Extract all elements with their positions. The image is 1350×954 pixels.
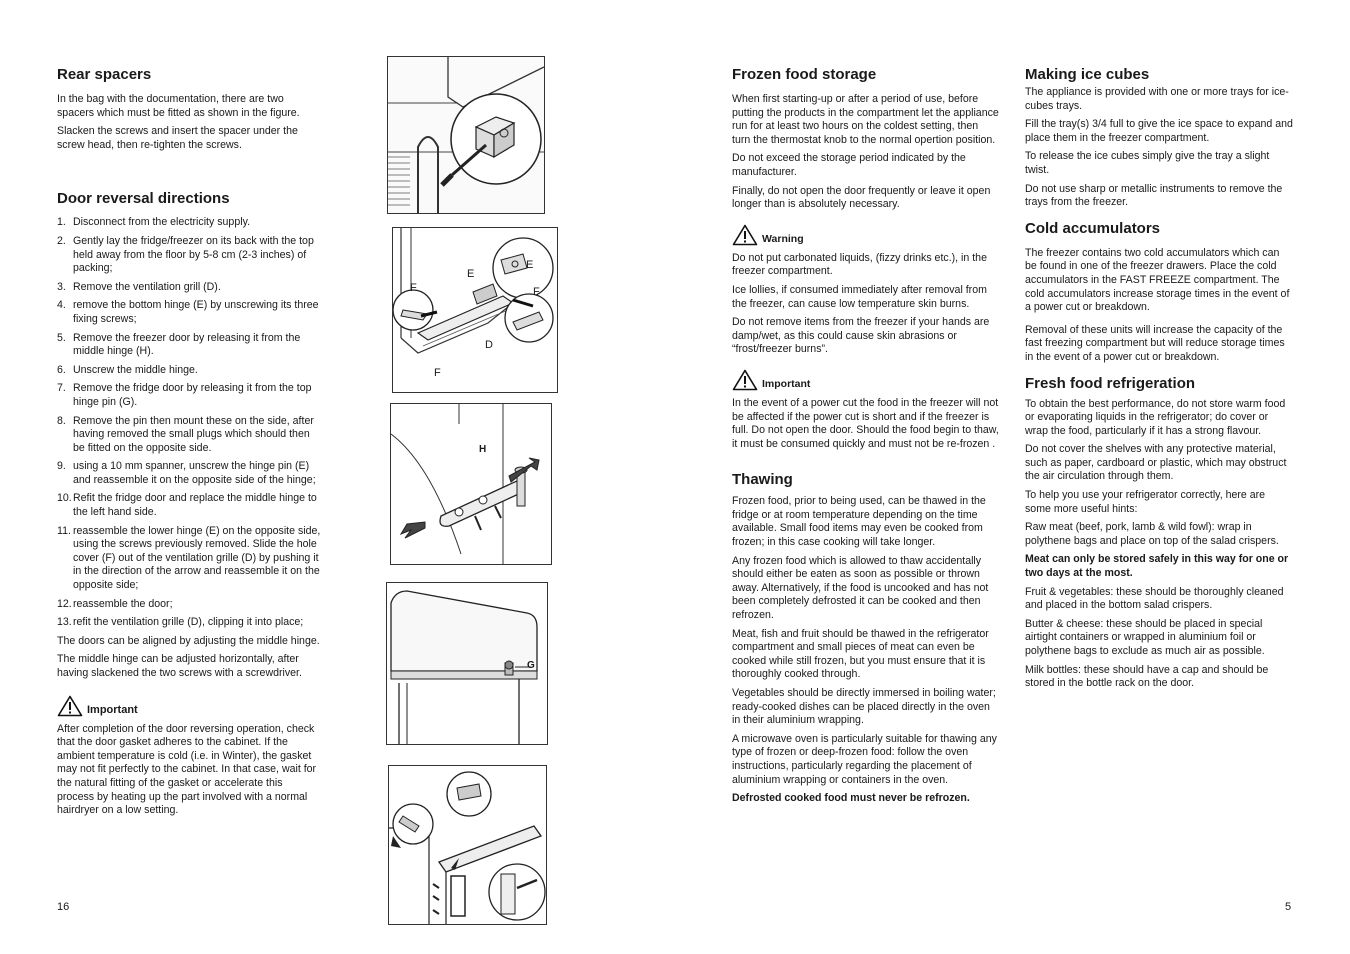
step-item: 6. Unscrew the middle hinge. [57,363,198,376]
right-text-column-2 [1025,66,1293,696]
cold-accumulators-heading: Cold accumulators [1025,219,1161,237]
fresh-food-text-2: Do not cover the shelves with any protective material, such as paper, cardboard or plastic, which may obstruct the air circulation through them. [1025,443,1287,483]
label-f: F [533,286,540,298]
warning-callout [732,224,999,246]
right-text-column-1 [732,66,999,811]
ice-cubes-section [1025,66,1293,210]
warning-section [732,224,999,357]
step-item: 1. Disconnect from the electricity supply. [57,216,251,229]
frozen-storage-text-3: Finally, do not open the door frequently or leave it open longer than is absolutely necessary. [732,184,991,211]
door-reversal-heading: Door reversal directions [57,190,230,208]
cold-accumulators-section [1025,220,1293,365]
fresh-food-section [1025,375,1293,691]
step-item: 5. Remove the freezer door by releasing it from the middle hinge (H). [57,331,301,358]
cold-accumulators-text-1: The freezer contains two cold accumulators which can be found in one of the freezer drawers. Place the cold accumulators in the FAST FREEZE compartment. The cold accumulators increase storage times in the event of a power cut or breakdown. [1025,246,1290,314]
right-important-section [732,369,999,451]
bottom-hinge-figure [392,227,558,393]
fresh-food-text-7: Butter & cheese: these should be placed in special airtight containers or wrapped in aluminium foil or polythene bags to exclude as much air as possible. [1025,617,1265,657]
frozen-storage-section [732,66,999,212]
thawing-warning-text: Defrosted cooked food must never be refrozen. [732,792,970,805]
fresh-food-text-6: Fruit & vegetables: these should be thoroughly cleaned and placed in the bottom salad crispers. [1025,585,1284,612]
step-item: 12. reassemble the door; [57,597,173,610]
warning-triangle-icon [57,695,83,717]
label-d: D [485,339,493,351]
middle-hinge-text: The middle hinge can be adjusted horizontally, after having slackened the two screws with a screwdriver. [57,653,302,679]
step-item: 10. Refit the fridge door and replace the middle hinge to the left hand side. [57,492,317,519]
rear-spacers-text-2: Slacken the screws and insert the spacer under the screw head, then re-tighten the screws. [57,125,298,151]
warning-label: Warning [762,232,804,245]
step-item: 3. Remove the ventilation grill (D). [57,280,221,293]
fresh-food-heading: Fresh food refrigeration [1025,374,1196,392]
right-important-text: In the event of a power cut the food in the freezer will not be affected if the power cut is short and if the freezer is full. Do not open the door. Should the food begin to thaw, it must be consumed quickly and must not be re-frozen . [732,396,999,450]
warning-text-3: Do not remove items from the freezer if your hands are damp/wet, as this could cause skin abrasions or “frost/freezer burns”. [732,316,990,356]
frozen-storage-text-2: Do not exceed the storage period indicated by the manufacturer. [732,152,966,178]
rear-spacers-text-1: In the bag with the documentation, there are two spacers which must be fitted as shown in the figure. [57,93,300,119]
door-align-text: The doors can be aligned by adjusting the middle hinge. [57,634,320,647]
step-item: 7. Remove the fridge door by releasing it from the top hinge pin (G). [57,382,312,408]
rear-spacers-section [57,66,322,152]
top-hinge-figure [386,582,548,745]
left-important-label: Important [87,703,138,716]
fresh-food-text-8: Milk bottles: these should have a cap and should be stored in the bottle rack on the door. [1025,663,1269,690]
label-f: F [410,282,417,294]
thawing-text-3: Meat, fish and fruit should be thawed in the refrigerator compartment and small pieces of meat can even be cooked while still frozen, but you must ensure that it is thoroughly cooked through. [732,627,989,681]
thawing-text-5: A microwave oven is particularly suitable for thawing any type of frozen or deep-frozen food: follow the oven instructions, particularly regarding the placement of aluminium wrapping or containers in the oven. [732,732,997,786]
rear-spacers-heading: Rear spacers [57,66,152,83]
fresh-food-text-5: Meat can only be stored safely in this way for one or two days at the most. [1025,553,1289,580]
step-item: 11. reassemble the lower hinge (E) on the opposite side, using the screws previously removed. Slide the hole cover (F) out of the ventilation grille (D) by pushing it in the direction of the arrow and reassemble it on the opposite side; [57,524,321,592]
ice-cubes-text-4: Do not use sharp or metallic instruments to remove the trays from the freezer. [1025,182,1283,209]
step-item: 4. remove the bottom hinge (E) by unscrewing its three fixing screws; [57,299,319,325]
middle-hinge-figure [390,403,552,565]
left-text-column [57,66,322,823]
warning-triangle-icon [732,369,758,391]
thawing-text-4: Vegetables should be directly immersed in boiling water; ready-cooked dishes can be placed directly in the oven in their aluminium wrapping. [732,687,996,727]
label-e: E [467,268,475,280]
step-item: 2. Gently lay the fridge/freezer on its back with the top held away from the floor by 5-8 cm (2-3 inches) of packing; [57,234,314,275]
fresh-food-text-4: Raw meat (beef, pork, lamb & wild fowl): wrap in polythene bags and place on top of the salad crispers. [1025,521,1279,547]
label-g: G [527,660,535,671]
ice-cubes-text-1: The appliance is provided with one or more trays for ice-cubes trays. [1025,86,1289,112]
right-important-label: Important [762,377,811,390]
thawing-text-1: Frozen food, prior to being used, can be thawed in the fridge or at room temperature depending on the time available. Small food items may even be cooked from frozen; in this case cooking will take longer. [732,495,986,549]
ice-cubes-heading: Making ice cubes [1025,66,1150,83]
ice-cubes-text-2: Fill the tray(s) 3/4 full to give the ice space to expand and place them in the freezer compartment. [1025,118,1293,144]
label-e: E [526,259,534,271]
ice-cubes-text-3: To release the ice cubes simply give the tray a slight twist. [1025,150,1270,176]
thawing-heading: Thawing [732,471,793,489]
fresh-food-text-3: To help you use your refrigerator correctly, here are some more useful hints: [1025,489,1266,515]
warning-text-1: Do not put carbonated liquids, (fizzy drinks etc.), in the freezer compartment. [732,251,987,278]
door-reversal-steps [57,216,322,629]
thawing-section [732,471,999,805]
step-item: 8. Remove the pin then mount these on the side, after having removed the small plugs which should then be fitted on the opposite side. [57,414,314,454]
cold-accumulators-text-2: Removal of these units will increase the capacity of the fast freezing compartment but will reduce storage times in the event of a power cut or breakdown. [1025,323,1285,363]
right-page-number: 5 [1285,901,1292,913]
left-page-number: 16 [57,901,70,913]
door-handle-figure [388,765,547,925]
left-important-section [57,695,322,818]
warning-triangle-icon [732,224,758,246]
right-important-callout [732,369,999,391]
step-item: 13. refit the ventilation grille (D), clipping it into place; [57,616,304,629]
left-important-text: After completion of the door reversing operation, check that the door gasket adheres to the cabinet. If the ambient temperature is cold (i.e. in Winter), the gasket may not fit perfectly to the cabinet. In that case, wait for the natural fitting of the gasket or accelerate this process by heating up the part involved with a normal hairdryer on a low setting. [57,722,317,817]
step-item: 9. using a 10 mm spanner, unscrew the hinge pin (E) and reassemble it on the opposite side of the hinge; [57,460,316,486]
warning-text-2: Ice lollies, if consumed immediately after removal from the freezer, can cause low temperature skin burns. [732,283,987,310]
frozen-storage-heading: Frozen food storage [732,66,877,83]
left-important-callout [57,695,322,717]
thawing-text-2: Any frozen food which is allowed to thaw accidentally should either be eaten as soon as possible or thrown away. Alternatively, if the food is uncooked and has not been completely defrosted it can be cooked and then refrozen. [732,554,989,622]
rear-spacer-figure [387,56,545,214]
label-h: H [479,444,487,455]
label-f: F [434,367,441,379]
door-reversal-section [57,190,322,680]
frozen-storage-text-1: When first starting-up or after a period of use, before putting the products in the compartment let the appliance run for at least two hours on the coldest setting, then turn the thermostat knob to the normal opertion position. [732,93,999,146]
fresh-food-text-1: To obtain the best performance, do not store warm food or evaporating liquids in the refrigerator; do cover or wrap the food, particularly if it has a strong flavour. [1025,397,1286,437]
